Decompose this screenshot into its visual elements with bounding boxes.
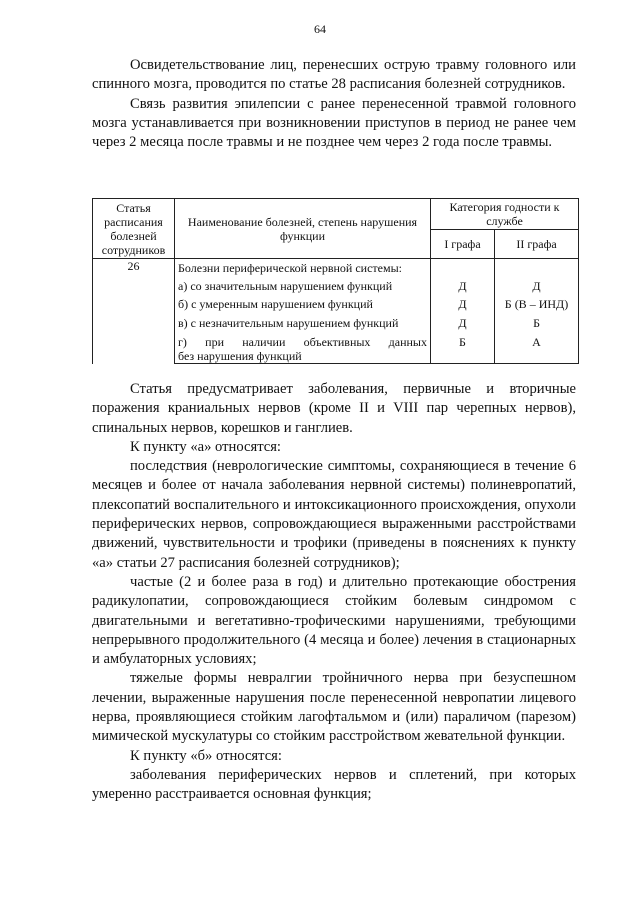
- row-name: в) с незначительным нарушением функций: [175, 313, 431, 333]
- fitness-table: [92, 198, 578, 364]
- body-paragraph-6: К пункту «б» относятся:: [130, 747, 282, 764]
- row-name: б) с умеренным нарушением функций: [175, 295, 431, 313]
- row-grade-1: Д: [431, 313, 495, 333]
- body-paragraph-5: тяжелые формы невралгии тройничного нерва при безуспешном лечении, выраженные нарушения после перенесенной невропатии лицевого нерва, проявляющиеся стойким лагофтальмом и (или) параличом (парезом) мимической мускулатуры со стойким расстройством жевательной функции.: [92, 670, 576, 745]
- row-grade-1: Д: [431, 295, 495, 313]
- article-number: 26: [93, 259, 175, 364]
- row-grade-2: А: [495, 333, 579, 349]
- intro-paragraph-2: Связь развития эпилепсии с ранее перенесенной травмой головного мозга устанавливается при возникновении приступов в период не ранее чем через 2 месяца после травмы и не позднее чем через 2 года после травмы.: [92, 95, 576, 151]
- row-grade-1: Д: [431, 277, 495, 295]
- body-paragraph-3: последствия (неврологические симптомы, сохраняющиеся в течение 6 месяцев и более от начала заболевания нервной системы) полиневропатий, плексопатий воспалительного и интоксикационного происхождения, опухоли периферических нервов, сопровождающиеся выраженными расстройствами движений, чувствительности и трофики (приведены в пояснениях к пункту «а» статьи 27 расписания болезней сотрудников);: [92, 458, 576, 571]
- row-grade-1: Б: [431, 333, 495, 349]
- row-name-line-1: г) при наличии объективных данных: [178, 335, 427, 349]
- body-paragraph-4: частые (2 и более раза в год) и длительно протекающие обострения радикулопатии, сопровождающиеся стойким болевым синдромом с двигательными и вегетативно-трофическими нарушениями, требующими непрерывного продолжительного (4 месяца и более) лечения в стационарных и амбулаторных условиях;: [92, 573, 576, 668]
- header-column-1: I графа: [431, 230, 495, 259]
- body-paragraph-1: Статья предусматривает заболевания, первичные и вторичные поражения краниальных нервов (кроме II и VIII пар черепных нервов), спинальных нервов, корешков и ганглиев.: [92, 381, 576, 436]
- group-title: Болезни периферической нервной системы:: [175, 259, 431, 278]
- row-name: а) со значительным нарушением функций: [175, 277, 431, 295]
- intro-paragraph-1: Освидетельствование лиц, перенесших острую травму головного или спинного мозга, проводится по статье 28 расписания болезней сотрудников.: [92, 57, 576, 93]
- body-text: [92, 380, 576, 805]
- header-column-2: II графа: [495, 230, 579, 259]
- row-name-line-2: без нарушения функций: [175, 349, 431, 364]
- page-number: 64: [314, 22, 326, 36]
- row-grade-2: Д: [495, 277, 579, 295]
- header-category: Категория годности к службе: [431, 199, 579, 230]
- row-grade-2: Б (В – ИНД): [495, 295, 579, 313]
- body-paragraph-2: К пункту «а» относятся:: [130, 438, 281, 455]
- header-article: Статья расписания болезней сотрудников: [93, 199, 175, 259]
- row-grade-2: Б: [495, 313, 579, 333]
- header-disease-name: Наименование болезней, степень нарушения функции: [175, 199, 431, 259]
- body-paragraph-7: заболевания периферических нервов и сплетений, при которых умеренно расстраивается основная функция;: [92, 766, 576, 803]
- intro-text: [92, 56, 576, 152]
